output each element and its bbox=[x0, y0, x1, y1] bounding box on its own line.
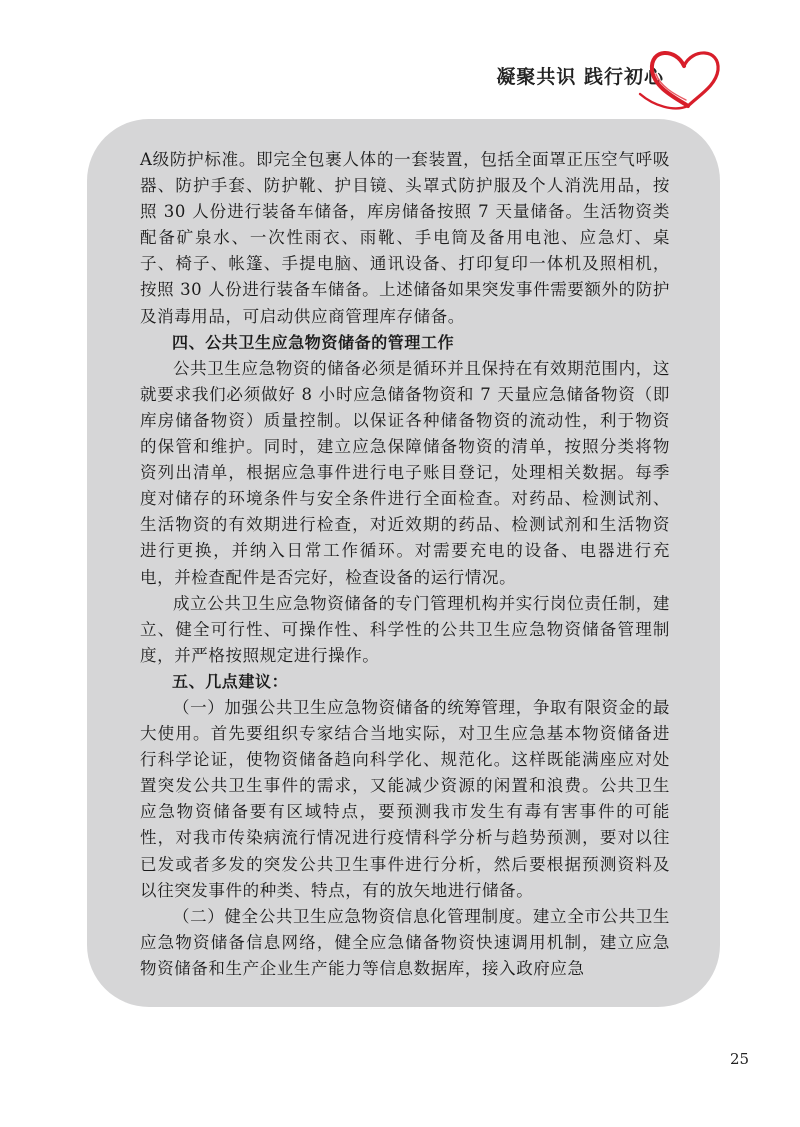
page-number: 25 bbox=[730, 1050, 750, 1068]
heart-ribbon-icon bbox=[636, 40, 732, 112]
paragraph-5: （二）健全公共卫生应急物资信息化管理制度。建立全市公共卫生应急物资储备信息网络，健全应急储备物资快速调用机制，建立应急物资储备和生产企业生产能力等信息数据库，接入政府应急 bbox=[140, 906, 670, 978]
paragraph-4: （一）加强公共卫生应急物资储备的统筹管理，争取有限资金的最大使用。首先要组织专家结合当地实际，对卫生应急基本物资储备进行科学论证，使物资储备趋向科学化、规范化。这样既能满座应对处置突发公共卫生事件的需求，又能减少资源的闲置和浪费。公共卫生应急物资储备要有区域特点，要预测我市发生有毒有害事件的可能性，对我市传染病流行情况进行疫情科学分析与趋势预测，要对以往已发或者多发的突发公共卫生事件进行分析，然后要根据预测资料及以往突发事件的种类、特点，有的放矢地进行储备。 bbox=[140, 697, 670, 900]
paragraph-2: 公共卫生应急物资的储备必须是循环并且保持在有效期范围内，这就要求我们必须做好 8 小时应急储备物资和 7 天量应急储备物资（即库房储备物资）质量控制。以保证各种储备物资的流动性，利于物资的保管和维护。同时，建立应急保障储备物资的清单，按照分类将物资列出清单，根据应急事件进行电子账目登记，处理相关数据。每季度对储存的环境条件与安全条件进行全面检查。对药品、检测试剂、生活物资的有效期进行检查，对近效期的药品、检测试剂和生活物资进行更换，并纳入日常工作循环。对需要充电的设备、电器进行充电，并检查配件是否完好，检查设备的运行情况。 bbox=[140, 358, 670, 587]
article-body bbox=[140, 147, 670, 982]
page-header bbox=[422, 40, 722, 110]
paragraph-3: 成立公共卫生应急物资储备的专门管理机构并实行岗位责任制，建立、健全可行性、可操作性、科学性的公共卫生应急物资储备管理制度，并严格按照规定进行操作。 bbox=[140, 593, 670, 665]
section-heading-5: 五、几点建议： bbox=[172, 671, 289, 691]
paragraph-1: A级防护标准。即完全包裹人体的一套装置，包括全面罩正压空气呼吸器、防护手套、防护靴、护目镜、头罩式防护服及个人消洗用品，按照 30 人份进行装备车储备，库房储备按照 7 天量储备。生活物资类配备矿泉水、一次性雨衣、雨靴、手电筒及备用电池、应急灯、桌子、椅子、帐篷、手提电脑、通讯设备、打印复印一体机及照相机，按照 30 人份进行装备车储备。上述储备如果突发事件需要额外的防护及消毒用品，可启动供应商管理库存储备。 bbox=[140, 150, 670, 326]
header-title: 凝聚共识 践行初心 bbox=[496, 66, 664, 88]
section-heading-4: 四、公共卫生应急物资储备的管理工作 bbox=[172, 332, 455, 352]
